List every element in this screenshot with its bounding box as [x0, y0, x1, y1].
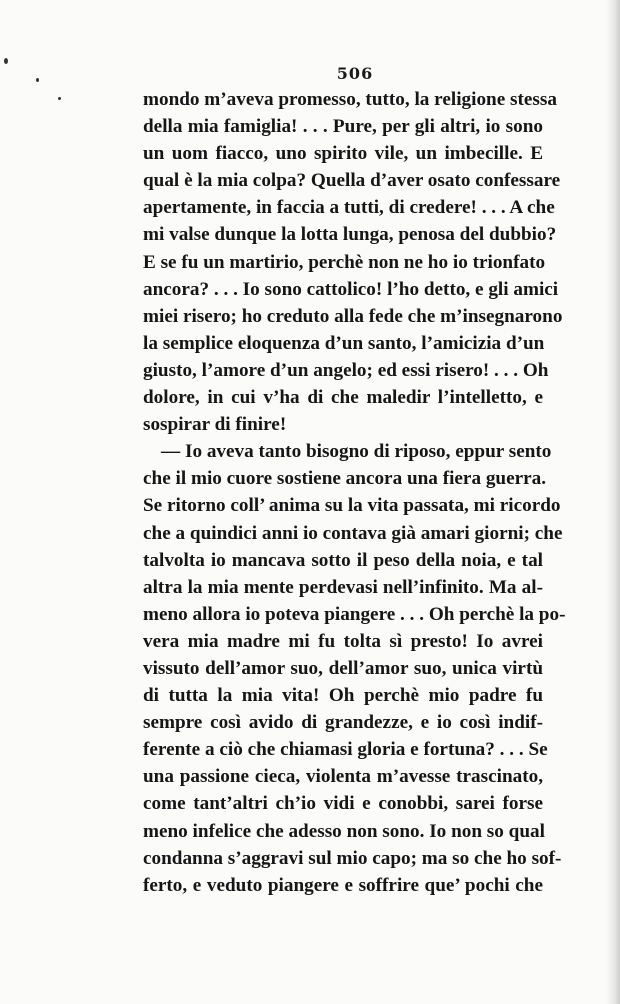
text-line: che a quindici anni io contava già amari giorni; che: [143, 522, 563, 544]
text-line: ancora? . . . Io sono cattolico! l’ho detto, e gli amici: [143, 278, 559, 300]
text-line: dolore, in cui v’ha di che maledir l’intelletto, e: [143, 387, 543, 409]
text-line: di tutta la mia vita! Oh perchè mio padre fu: [143, 685, 543, 707]
text-line: altra la mia mente perdevasi nell’infinito. Ma al-: [143, 576, 543, 598]
text-line: mondo m’aveva promesso, tutto, la religione stessa: [143, 89, 557, 110]
text-line: apertamente, in faccia a tutti, di credere! . . . A che: [143, 197, 555, 219]
text-line: la semplice eloquenza d’un santo, l’amicizia d’un: [143, 332, 545, 354]
text-line: meno allora io poteva piangere . . . Oh perchè la po-: [143, 603, 566, 625]
text-line: come tant’altri ch’io vidi e conobbi, sarei forse: [143, 793, 543, 815]
text-line: talvolta io mancava sotto il peso della noia, e tal: [143, 549, 543, 571]
text-line: che il mio cuore sostiene ancora una fiera guerra.: [143, 468, 547, 490]
ink-speck: [58, 97, 61, 100]
text-line: qual è la mia colpa? Quella d’aver osato confessare: [143, 170, 561, 192]
text-line: sospirar di finire!: [143, 414, 287, 436]
text-line: giusto, l’amore d’un angelo; ed essi risero! . . . Oh: [143, 359, 549, 381]
text-line: miei risero; ho creduto alla fede che m’insegnarono: [143, 305, 563, 327]
text-line: sempre così avido di grandezze, e io così indif-: [143, 712, 543, 734]
text-line: E se fu un martirio, perchè non ne ho io trionfato: [143, 251, 546, 273]
text-line: vera mia madre mi fu tolta sì presto! Io avrei: [143, 630, 543, 652]
text-line: un uom fiacco, uno spirito vile, un imbecille. E: [143, 143, 543, 165]
page-number: 506: [336, 64, 374, 83]
text-line: meno infelice che adesso non sono. Io non so qual: [143, 820, 545, 842]
text-line: mi valse dunque la lotta lunga, penosa del dubbio?: [143, 224, 557, 246]
body-text: [143, 86, 566, 899]
text-line: Se ritorno coll’ anima su la vita passata, mi ricordo: [143, 495, 561, 517]
text-line: ferto, e veduto piangere e soffrire que’ pochi che: [143, 874, 543, 896]
text-line: — Io aveva tanto bisogno di riposo, eppur sento: [161, 441, 552, 463]
text-line: una passione cieca, violenta m’avesse trascinato,: [143, 766, 543, 788]
text-line: vissuto dell’amor suo, dell’amor suo, unica virtù: [143, 657, 543, 679]
text-line: condanna s’aggravi sul mio capo; ma so che ho sof-: [143, 847, 562, 869]
page-edge-shadow: [606, 0, 620, 1004]
text-line: ferente a ciò che chiamasi gloria e fortuna? . . . Se: [143, 739, 548, 761]
text-line: della mia famiglia! . . . Pure, per gli altri, io sono: [143, 116, 543, 138]
